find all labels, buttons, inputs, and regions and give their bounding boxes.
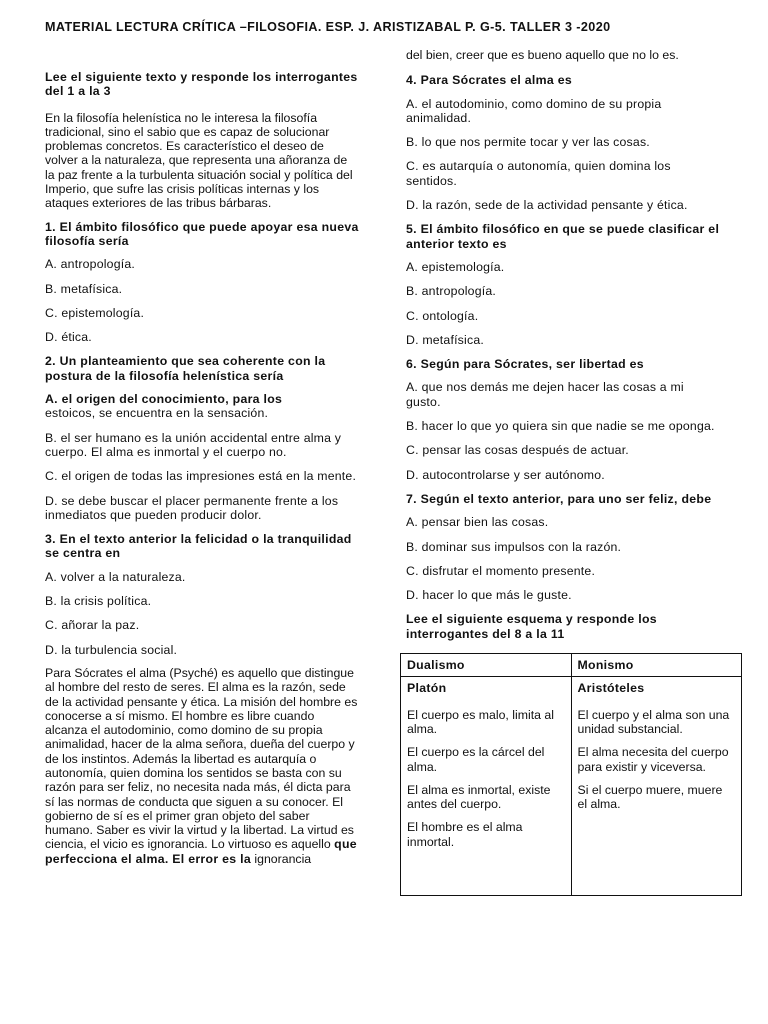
passage-socrates-text: Para Sócrates el alma (Psyché) es aquello que distingue al hombre del resto de seres. El alma es la razón, sede de la actividad pensante y ética. La misión del hombre es conocerse a sí mismo. El hombre es libre cuando alcanza el autodominio, como domino de su propia animalidad, hacer de la alma señora, dueña del cuerpo y de los instintos. Además la libertad es autarquía o autonomía, quien domina los sentidos se basta con su razón para ser feliz, no necesita nada más, él dicta para sí las normas de conducta que siguen a su conocer. El gobierno de sí es el primer gran objeto del saber humano. Saber es vivir la virtud y la libertad. La virtud es ciencia, el vicio es ignorancia. Lo virtuoso es aquello [45,665,358,852]
cell-platon [401,677,572,896]
q1-option: A. antropología. [45,257,136,272]
sub-platon: Platón [407,681,447,696]
instruction-8-11: Lee el siguiente esquema y responde los interrogantes del 8 a la 11 [406,612,657,641]
passage-socrates-end: ignorancia [250,851,312,866]
q7-option: C. disfrutar el momento presente. [406,563,596,578]
right-column [406,48,730,896]
question-3: 3. En el texto anterior la felicidad o la tranquilidad se centra en [45,532,352,561]
q2-option-a-bold: A. el origen del conocimiento, para los [45,392,283,407]
platon-item: El cuerpo es malo, limita al alma. [407,707,554,736]
table-header-row [401,654,742,677]
q5-option: A. epistemología. [406,259,505,274]
q6-option: D. autocontrolarse y ser autónomo. [406,467,605,482]
passage-socrates-continued: del bien, creer que es bueno aquello que no lo es. [406,48,679,62]
platon-item: El hombre es el alma inmortal. [407,820,523,849]
q1-option: B. metafísica. [45,281,123,296]
q5-option: C. ontología. [406,308,479,323]
question-7: 7. Según el texto anterior, para uno ser feliz, debe [406,491,712,506]
q7-option: A. pensar bien las cosas. [406,515,549,530]
q1-option: C. epistemología. [45,305,145,320]
q4-option: B. lo que nos permite tocar y ver las cosas. [406,135,650,150]
passage-hellenistic: En la filosofía helenística no le interesa la filosofía tradicional, sino el sabio que es capaz de solucionar problemas concretos. Es característico el deseo de volver a la naturaleza, que representa una añoranza de la paz frente a la turbulenta situación social y política del Imperio, que sufre las crisis políticas internas y los ataques exteriores de las tribus bárbaras. [45,110,353,211]
passage-socrates-bold: que perfecciona el alma. El error es la [45,837,357,866]
instruction-1-3: Lee el siguiente texto y responde los interrogantes del 1 a la 3 [45,70,358,99]
q7-option: D. hacer lo que más le guste. [406,588,572,603]
q2-option: D. se debe buscar el placer permanente frente a los inmediatos que pueden producir dolor. [45,493,339,522]
scheme-table [400,653,742,896]
sub-aristoteles: Aristóteles [577,681,645,696]
aristoteles-item: El cuerpo y el alma son una unidad substancial. [577,707,730,736]
platon-item: El alma es inmortal, existe antes del cuerpo. [407,782,551,812]
question-4: 4. Para Sócrates el alma es [406,73,573,88]
q3-option: B. la crisis política. [45,594,152,609]
q2-option-a-rest: estoicos, se encuentra en la sensación. [45,406,269,421]
q5-option: D. metafísica. [406,332,484,347]
passage-socrates [45,666,360,866]
header-dualismo: Dualismo [401,654,572,677]
platon-item: El cuerpo es la cárcel del alma. [407,745,545,774]
q3-option: C. añorar la paz. [45,618,140,633]
q4-option: A. el autodominio, como domino de su propia animalidad. [406,96,662,125]
question-1: 1. El ámbito filosófico que puede apoyar esa nueva filosofía sería [45,219,359,248]
q7-option: B. dominar sus impulsos con la razón. [406,539,622,554]
q4-option: D. la razón, sede de la actividad pensante y ética. [406,198,688,213]
q3-option: A. volver a la naturaleza. [45,569,186,584]
cell-aristoteles [571,677,742,896]
q3-option: D. la turbulencia social. [45,642,178,657]
q2-option-a [45,392,360,421]
q6-option: A. que nos demás me dejen hacer las cosas a mi gusto. [406,380,684,409]
table-body-row [401,677,742,896]
aristoteles-item: Si el cuerpo muere, muere el alma. [577,782,723,812]
q1-option: D. ética. [45,330,92,345]
question-2: 2. Un planteamiento que sea coherente con la postura de la filosofía helenística sería [45,354,326,383]
page-header: MATERIAL LECTURA CRÍTICA –FILOSOFIA. ESP. J. ARISTIZABAL P. G-5. TALLER 3 -2020 [45,20,611,34]
question-6: 6. Según para Sócrates, ser libertad es [406,357,644,372]
left-column [45,70,360,876]
q2-option: C. el origen de todas las impresiones está en la mente. [45,469,357,484]
header-monismo: Monismo [571,654,742,677]
q2-option: B. el ser humano es la unión accidental entre alma y cuerpo. El alma es inmortal y el cuerpo no. [45,430,342,459]
q5-option: B. antropología. [406,284,497,299]
q6-option: B. hacer lo que yo quiera sin que nadie se me oponga. [406,419,715,434]
aristoteles-item: El alma necesita del cuerpo para existir y viceversa. [577,745,729,774]
question-5: 5. El ámbito filosófico en que se puede clasificar el anterior texto es [406,222,720,251]
q4-option: C. es autarquía o autonomía, quien domina los sentidos. [406,159,671,188]
q6-option: C. pensar las cosas después de actuar. [406,443,629,458]
